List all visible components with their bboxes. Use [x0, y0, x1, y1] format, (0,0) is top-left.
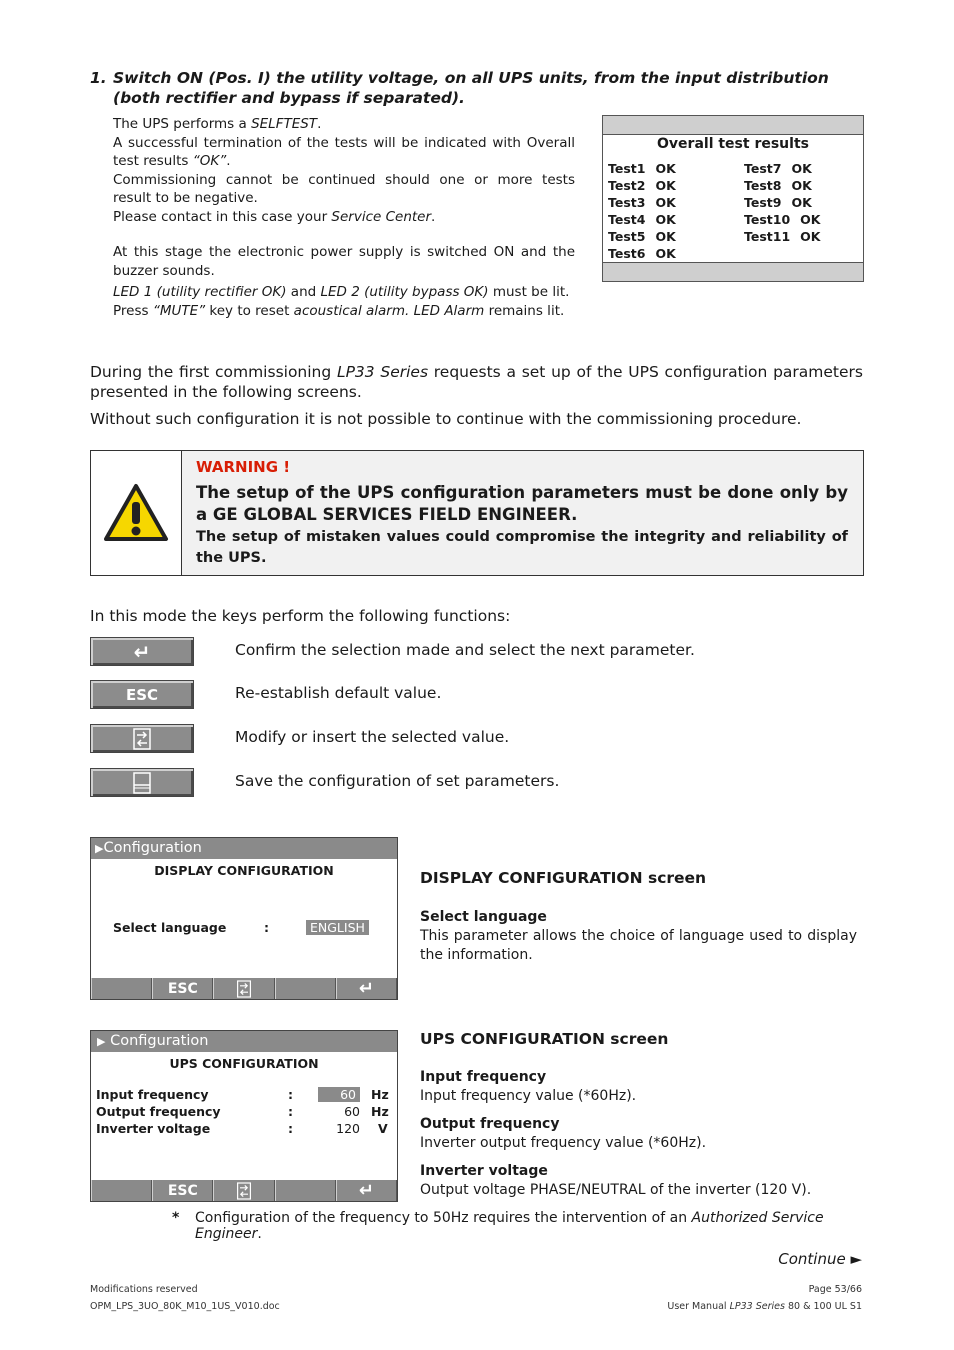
param-label: Select language — [113, 920, 227, 935]
selftest-line: A successful termination of the tests will be indicated with Overall test results “OK”. — [113, 134, 575, 169]
note-star: * — [172, 1210, 180, 1226]
footer-left-2: OPM_LPS_3UO_80K_M10_1US_V010.doc — [90, 1301, 280, 1312]
intro-paragraph: During the first commissioning LP33 Series requests a set up of the UPS configuration parameters presented in the following screens. — [90, 363, 863, 401]
selftest-description — [113, 115, 575, 226]
selftest-line: The UPS performs a SELFTEST. — [113, 116, 322, 132]
step-number: 1. — [90, 69, 107, 87]
test-row: Test10 OK — [744, 212, 821, 227]
save-icon — [132, 772, 152, 794]
output-frequency-field[interactable]: 60 — [344, 1104, 360, 1119]
keys-intro: In this mode the keys perform the following functions: — [90, 607, 511, 625]
note-text: Configuration of the frequency to 50Hz requires the intervention of an Authorized Service Engineer. — [195, 1210, 824, 1242]
power-line: At this stage the electronic power supply is switched ON and the buzzer sounds. — [113, 244, 575, 279]
param-description: This parameter allows the choice of language used to display the information. — [420, 928, 857, 963]
language-select[interactable] — [306, 920, 369, 935]
led-line: LED 1 (utility rectifier OK) and LED 2 (utility bypass OK) must be lit. — [113, 284, 570, 300]
softkey-blank[interactable] — [91, 1180, 152, 1201]
softkey-blank[interactable] — [275, 1180, 336, 1201]
softkey-modify[interactable] — [213, 978, 274, 999]
modify-icon — [236, 1182, 252, 1200]
test-row: Test5 OK — [608, 229, 676, 244]
power-supply-description — [113, 243, 575, 280]
param-description: Input frequency value (*60Hz). — [420, 1088, 637, 1104]
param-colon: : — [288, 1104, 293, 1119]
param-label: Output frequency — [96, 1104, 221, 1119]
param-name: Select language — [420, 909, 547, 925]
intro-paragraph-2: Without such configuration it is not possible to continue with the commissioning procedure. — [90, 410, 802, 428]
footer-page: Page 53/66 — [808, 1284, 862, 1295]
param-label: Input frequency — [96, 1087, 209, 1102]
modify-key — [90, 724, 194, 753]
chevron-right-icon: ▶ — [95, 842, 104, 855]
inverter-voltage-field[interactable]: 120 — [336, 1121, 360, 1136]
test-row: Test11 OK — [744, 229, 821, 244]
esc-key — [90, 680, 194, 709]
softkey-enter[interactable] — [336, 1180, 397, 1201]
param-label: Inverter voltage — [96, 1121, 211, 1136]
screen-header — [91, 1031, 397, 1052]
led-description — [113, 283, 575, 320]
param-unit: Hz — [371, 1087, 389, 1102]
continue-link[interactable]: Continue ► — [778, 1250, 862, 1268]
enter-icon: ↵ — [358, 978, 374, 999]
test-column-right — [744, 160, 820, 245]
softkey-esc[interactable]: ESC — [152, 978, 213, 999]
softkey-modify[interactable] — [213, 1180, 274, 1201]
section-title: UPS CONFIGURATION screen — [420, 1030, 669, 1048]
screen-softkeys — [91, 1180, 397, 1201]
section-title: DISPLAY CONFIGURATION screen — [420, 869, 707, 887]
selftest-line: Commissioning cannot be continued should one or more tests result to be negative. — [113, 171, 575, 206]
language-value: ENGLISH — [306, 920, 369, 935]
screen-header-title: Configuration — [103, 840, 202, 856]
screen-header-title: Configuration — [110, 1033, 209, 1049]
enter-key-desc: Confirm the selection made and select the next parameter. — [235, 641, 695, 659]
input-frequency-field[interactable] — [318, 1087, 360, 1102]
warning-icon-cell — [91, 451, 182, 575]
test-row: Test4 OK — [608, 212, 676, 227]
param-name: Inverter voltage — [420, 1163, 548, 1179]
warning-label: WARNING ! — [196, 458, 291, 476]
test-row: Test6 OK — [608, 246, 676, 261]
panel-top-bar — [603, 116, 863, 135]
warning-triangle-icon — [103, 483, 169, 543]
display-configuration-text — [420, 869, 857, 965]
softkey-esc[interactable]: ESC — [152, 1180, 213, 1201]
save-key-desc: Save the configuration of set parameters. — [235, 772, 560, 790]
screen-subtitle: UPS CONFIGURATION — [169, 1056, 319, 1071]
param-colon: : — [288, 1087, 293, 1102]
test-row: Test7 OK — [744, 161, 812, 176]
test-row: Test1 OK — [608, 161, 676, 176]
warning-box — [90, 450, 864, 576]
screen-softkeys — [91, 978, 397, 999]
softkey-blank[interactable] — [275, 978, 336, 999]
param-name: Output frequency — [420, 1116, 560, 1132]
softkey-enter[interactable] — [336, 978, 397, 999]
esc-key-desc: Re-establish default value. — [235, 684, 442, 702]
chevron-right-icon: ▶ — [97, 1035, 106, 1048]
modify-icon — [132, 728, 152, 750]
enter-icon: ↵ — [133, 639, 151, 664]
param-unit: Hz — [371, 1104, 389, 1119]
modify-icon — [236, 980, 252, 998]
modify-key-desc: Modify or insert the selected value. — [235, 728, 510, 746]
input-frequency-value: 60 — [318, 1087, 360, 1102]
footer-left-1: Modifications reserved — [90, 1284, 198, 1295]
warning-line-2: The setup of mistaken values could compromise the integrity and reliability of the UPS. — [196, 529, 848, 566]
test-row: Test2 OK — [608, 178, 676, 193]
overall-test-results-panel — [602, 115, 864, 282]
ups-configuration-text — [420, 1030, 857, 1200]
param-colon: : — [264, 920, 269, 935]
param-description: Inverter output frequency value (*60Hz). — [420, 1135, 707, 1151]
param-description: Output voltage PHASE/NEUTRAL of the inverter (120 V). — [420, 1182, 812, 1198]
esc-key-label: ESC — [125, 685, 159, 704]
warning-line-1: The setup of the UPS configuration parameters must be done only by a GE GLOBAL SERVICES FIELD ENGINEER. — [196, 483, 848, 524]
display-configuration-screen — [90, 837, 398, 1000]
overall-test-results-title: Overall test results — [657, 136, 809, 152]
test-row: Test8 OK — [744, 178, 812, 193]
panel-bottom-bar — [603, 262, 863, 281]
softkey-blank[interactable] — [91, 978, 152, 999]
screen-subtitle: DISPLAY CONFIGURATION — [154, 863, 334, 878]
test-row: Test9 OK — [744, 195, 812, 210]
test-column-left — [608, 160, 676, 262]
step-text: Switch ON (Pos. I) the utility voltage, on all UPS units, from the input distribution (both rectifier and bypass if separated). — [113, 69, 829, 107]
mute-line: Press “MUTE” key to reset acoustical alarm. LED Alarm remains lit. — [113, 302, 565, 319]
param-name: Input frequency — [420, 1069, 547, 1085]
selftest-line: Please contact in this case your Service Center. — [113, 208, 436, 225]
save-key — [90, 768, 194, 797]
param-colon: : — [288, 1121, 293, 1136]
screen-header — [91, 838, 397, 859]
ups-configuration-screen — [90, 1030, 398, 1202]
footer-manual: User Manual LP33 Series 80 & 100 UL S1 — [667, 1301, 862, 1312]
enter-icon: ↵ — [358, 1180, 374, 1201]
param-unit: V — [378, 1121, 388, 1136]
enter-key — [90, 637, 194, 666]
test-row: Test3 OK — [608, 195, 676, 210]
